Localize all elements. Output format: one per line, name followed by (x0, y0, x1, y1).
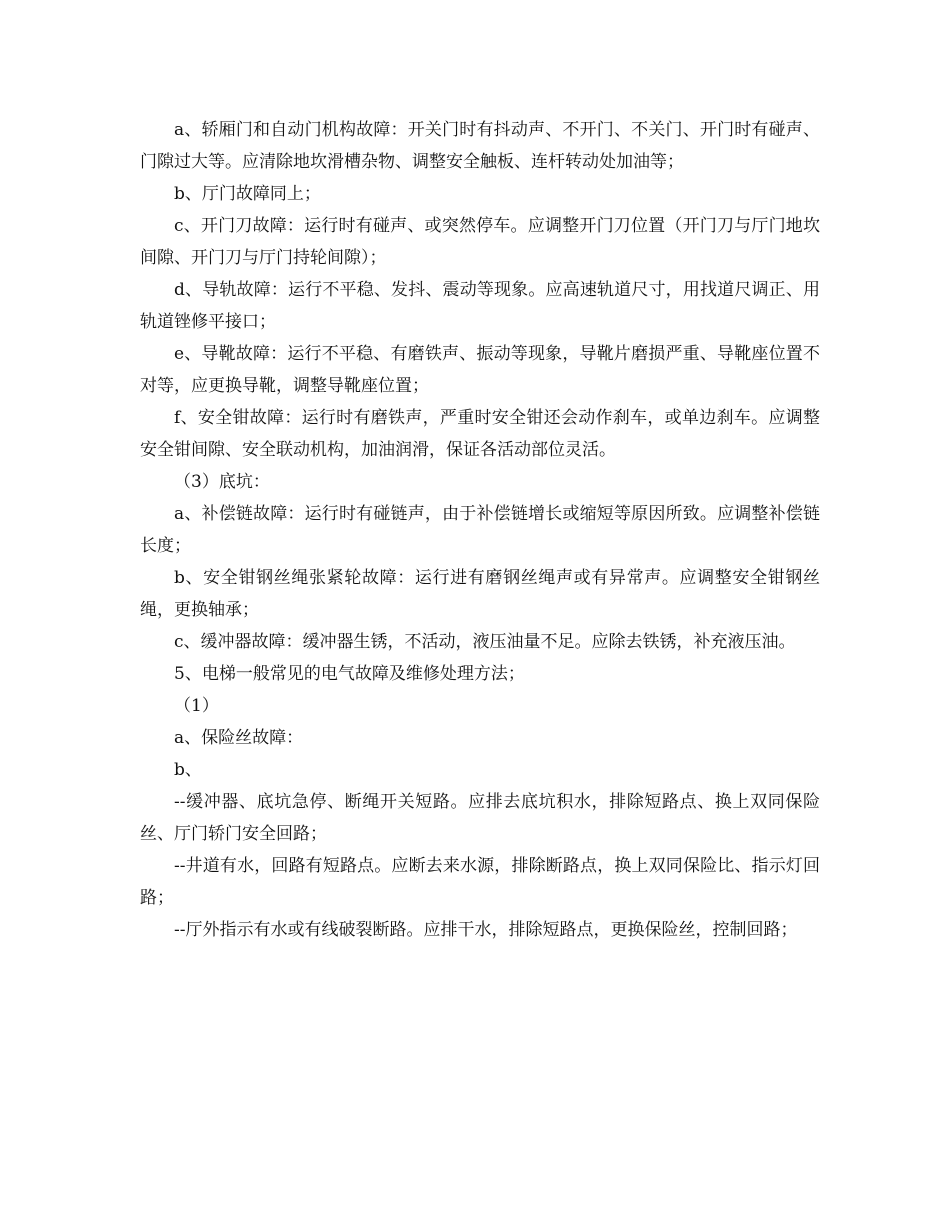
subsection-number: （1） (174, 696, 219, 716)
paragraph-safety-gear-fault: f、安全钳故障：运行时有磨铁声，严重时安全钳还会动作刹车，或单边刹车。应调整安全钳间隙、安全联动机构，加油润滑，保证各活动部位灵活。 (140, 408, 820, 460)
paragraph-buffer-short-circuit: --缓冲器、底坑急停、断绳开关短路。应排去底坑积水，排除短路点、换上双同保险丝、厅门轿门安全回路； (140, 792, 820, 844)
section-heading-electrical-faults: 5、电梯一般常见的电气故障及维修处理方法； (174, 664, 525, 684)
paragraph-compensation-chain-fault: a、补偿链故障：运行时有碰链声，由于补偿链增长或缩短等原因所致。应调整补偿链长度； (140, 504, 820, 556)
paragraph-car-door-fault: a、轿厢门和自动门机构故障：开关门时有抖动声、不开门、不关门、开门时有碰声、门隙过大等。应清除地坎滑槽杂物、调整安全触板、连杆转动处加油等； (140, 120, 820, 172)
paragraph-tension-pulley-fault: b、安全钳钢丝绳张紧轮故障：运行进有磨钢丝绳声或有异常声。应调整安全钳钢丝绳，更换轴承； (140, 568, 820, 620)
paragraph-item-b: b、 (174, 760, 202, 780)
paragraph-shaft-water: --井道有水，回路有短路点。应断去来水源，排除断路点，换上双同保险比、指示灯回路； (140, 856, 820, 908)
paragraph-hall-indicator-water: --厅外指示有水或有线破裂断路。应排干水，排除短路点，更换保险丝，控制回路； (174, 920, 798, 940)
section-heading-pit: （3）底坑： (174, 472, 270, 492)
paragraph-buffer-fault: c、缓冲器故障：缓冲器生锈，不活动，液压油量不足。应除去铁锈，补充液压油。 (174, 632, 796, 652)
paragraph-guide-rail-fault: d、导轨故障：运行不平稳、发抖、震动等现象。应高速轨道尺寸，用找道尺调正、用轨道锉修平接口； (140, 280, 820, 332)
paragraph-door-knife-fault: c、开门刀故障：运行时有碰声、或突然停车。应调整开门刀位置（开门刀与厅门地坎间隙、开门刀与厅门持轮间隙）； (140, 216, 820, 268)
document-body (140, 114, 820, 946)
paragraph-guide-shoe-fault: e、导靴故障：运行不平稳、有磨铁声、振动等现象，导靴片磨损严重、导靴座位置不对等，应更换导靴，调整导靴座位置； (140, 344, 820, 396)
paragraph-landing-door-fault: b、厅门故障同上； (174, 184, 321, 204)
paragraph-fuse-fault: a、保险丝故障： (174, 728, 304, 748)
